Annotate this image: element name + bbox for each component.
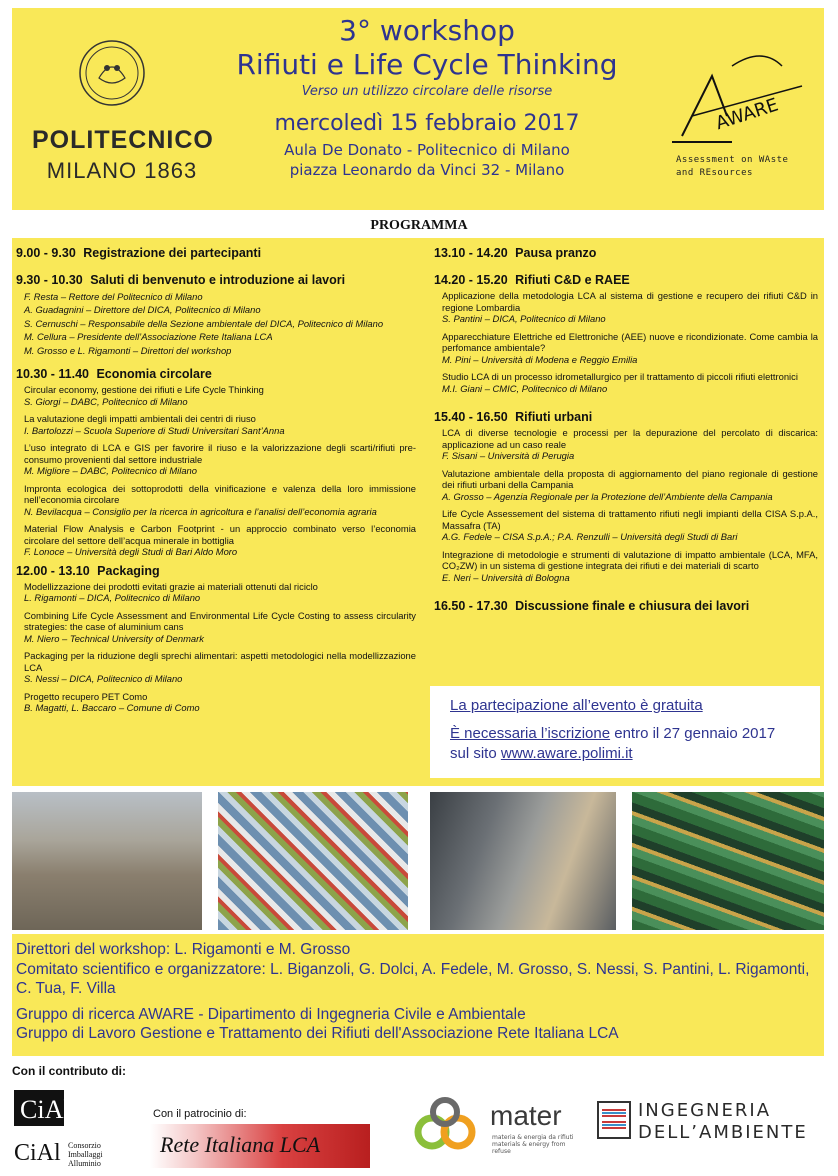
svg-text:CiAl: CiAl (20, 1095, 71, 1124)
title-line2: Rifiuti e Life Cycle Thinking (236, 48, 618, 81)
building-icon (596, 1100, 632, 1140)
talk-item (434, 468, 818, 503)
talk-title: L’uso integrato di LCA e GIS per favorire il riuso e la valorizzazione degli scarti/rifiuti pre-consumo provenienti dal settore industriale (24, 442, 416, 465)
session-title: Economia circolare (96, 367, 212, 382)
session-time: 12.00 - 13.10 (16, 563, 90, 578)
ingegneria-ambiente-logo (596, 1100, 826, 1150)
title-block (212, 8, 642, 180)
website-link[interactable]: www.aware.polimi.it (500, 745, 633, 762)
talk-title: La valutazione degli impatti ambientali dei centri di riuso (24, 413, 256, 425)
venue-line2: piazza Leonardo da Vinci 32 - Milano (289, 161, 565, 179)
session-time: 14.20 - 15.20 (434, 273, 508, 287)
talk-author: F. Lonoce – Università degli Studi di Bari Aldo Moro (24, 546, 238, 558)
talk-title: Modellizzazione dei prodotti evitati grazie ai materiali ottenuti dal riciclo (24, 580, 318, 592)
session-packaging (16, 564, 416, 578)
talk-item (16, 650, 416, 685)
mater-sub-line2: materials & energy from refuse (492, 1141, 566, 1155)
rete-italiana-lca-logo (150, 1124, 370, 1168)
registration-deadline: entro il 27 gennaio 2017 (610, 725, 776, 742)
talk-item (16, 691, 416, 714)
talk-title: Integrazione di metodologie e strumenti di valutazione di impatto ambientale (LCA, MFA, CO₂ZW) in un sistema di gestione integrata dei rifiuti e dei materiali di scarto (442, 548, 818, 571)
svg-text:Imballaggi: Imballaggi (68, 1150, 103, 1159)
session-time: 16.50 - 17.30 (434, 599, 508, 613)
talk-author: S. Nessi – DICA, Politecnico di Milano (24, 673, 183, 685)
talk-author: S. Pantini – DICA, Politecnico di Milano (442, 313, 606, 324)
speaker-line: S. Cernuschi – Responsabile della Sezione ambientale del DICA, Politecnico di Milano (24, 317, 384, 329)
registration-link[interactable]: È necessaria l’iscrizione (450, 725, 611, 742)
working-group: Gruppo di Lavoro Gestione e Trattamento dei Rifiuti dell'Associazione Rete Italiana LCA (16, 1025, 619, 1042)
subtitle: Verso un utilizzo circolare delle risorse (301, 84, 553, 99)
politecnico-sub: MILANO 1863 (46, 158, 198, 183)
event-date: mercoledì 15 febbraio 2017 (274, 111, 580, 136)
contribution-label: Con il contributo di: (12, 1064, 126, 1078)
aware-subtitle (676, 154, 788, 180)
talk-item (16, 523, 416, 558)
program-panel (12, 238, 824, 786)
session-economia-circolare (16, 367, 416, 381)
talk-item (16, 413, 416, 436)
aware-sub-line2: and REsources (676, 168, 753, 178)
svg-text:Consorzio: Consorzio (68, 1141, 101, 1150)
program-left-column (16, 246, 416, 720)
ingegneria-line2: DELL’AMBIENTE (638, 1122, 808, 1143)
session-title: Packaging (97, 563, 160, 578)
talk-item (16, 610, 416, 645)
talk-title: Material Flow Analysis e Carbon Footprint - un approccio combinato verso l’economia circolare del settore dell’acqua minerale in bottiglia (24, 523, 416, 546)
research-group: Gruppo di ricerca AWARE - Dipartimento di Ingegneria Civile e Ambientale (16, 1005, 526, 1023)
session-title: Rifiuti urbani (515, 410, 593, 424)
talk-author: L. Rigamonti – DICA, Politecnico di Milano (24, 592, 201, 604)
talk-item (16, 384, 416, 407)
politecnico-name: POLITECNICO (32, 126, 214, 154)
talk-author: B. Magatti, L. Baccaro – Comune di Como (24, 702, 200, 714)
session-rifiuti-urbani (434, 410, 818, 424)
session-time: 9.30 - 10.30 (16, 273, 83, 287)
photo-electronic-waste (632, 792, 824, 930)
talk-author: I. Bartolozzi – Scuola Superiore di Studi Universitari Sant’Anna (24, 424, 285, 436)
talk-item (434, 290, 818, 325)
talk-title: Impronta ecologica dei sottoprodotti della vinificazione e valenza della loro immissione nell’economia circolare (24, 482, 416, 506)
talk-author: S. Giorgi – DABC, Politecnico di Milano (24, 395, 188, 407)
mater-name: mater (490, 1100, 562, 1131)
talk-author: A. Grosso – Agenzia Regionale per la Protezione dell’Ambiente della Campania (442, 490, 773, 502)
talk-title: LCA di diverse tecnologie e processi per la depurazione del percolato di discarica: applicazione ad un caso reale (442, 427, 818, 450)
mater-rings-icon (414, 1094, 484, 1154)
session-time: 13.10 - 14.20 (434, 246, 508, 260)
speaker-line: A. Guadagnini – Direttore del DICA, Politecnico di Milano (24, 304, 261, 316)
talk-item (434, 549, 818, 584)
workshop-directors: Direttori del workshop: L. Rigamonti e M. Grosso (16, 941, 351, 958)
session-time: 9.00 - 9.30 (16, 246, 76, 260)
talk-title: Progetto recupero PET Como (24, 690, 148, 702)
cial-logo (12, 1082, 132, 1172)
programma-heading: PROGRAMMA (370, 218, 468, 233)
credits-panel (12, 934, 824, 1056)
talk-author: A.G. Fedele – CISA S.p.A.; P.A. Renzulli – Università degli Studi di Bari (442, 531, 738, 542)
politecnico-logo (32, 38, 212, 198)
session-cd-raee (434, 273, 818, 287)
talk-title: Apparecchiature Elettriche ed Elettroniche (AEE) nuove e ricondizionate. Come cambia la perfomance ambientale? (442, 330, 818, 353)
seal-icon (77, 38, 147, 108)
speaker-line: F. Resta – Rettore del Politecnico di Milano (24, 291, 203, 302)
svg-text:Alluminio: Alluminio (68, 1159, 101, 1168)
svg-text:CiAl: CiAl (14, 1140, 61, 1166)
aware-sub-line1: Assessment on WAste (676, 155, 789, 165)
speaker-line: M. Cellura – Presidente dell’Associazione Rete Italiana LCA (24, 331, 273, 343)
speaker-line: M. Grosso e L. Rigamonti – Direttori del workshop (24, 344, 232, 356)
talk-item (16, 442, 416, 477)
session-lunch (434, 246, 818, 260)
talk-item (434, 371, 818, 394)
talk-author: F. Sisani – Università di Perugia (442, 450, 575, 461)
program-right-column (434, 246, 818, 616)
aware-logo (672, 46, 812, 146)
title-line1: 3° workshop (339, 14, 515, 47)
session-title: Pausa pranzo (515, 246, 597, 260)
photo-strip (12, 792, 824, 932)
rete-name: Rete Italiana LCA (160, 1132, 321, 1157)
talk-author: M. Pini – Università di Modena e Reggio Emilia (442, 353, 638, 365)
talk-item (434, 427, 818, 462)
mater-subtitle (492, 1134, 584, 1155)
talk-item (434, 508, 818, 543)
talk-title: Valutazione ambientale della proposta di aggiornamento del piano regionale di gestione dei rifiuti urbani della Campania (442, 467, 818, 490)
session-closing (434, 599, 818, 613)
talk-item (16, 581, 416, 604)
scientific-committee: Comitato scientifico e organizzatore: L. Biganzoli, G. Dolci, A. Fedele, M. Grosso, S. Nessi, S. Pantini, L. Rigamonti, C. Tua, F. Villa (16, 960, 810, 997)
talk-title: Circular economy, gestione dei rifiuti e Life Cycle Thinking (24, 384, 264, 396)
sponsors-area (0, 1058, 838, 1176)
talk-title: Life Cycle Assessement del sistema di trattamento rifiuti negli impianti della CISA S.p.A., Massafra (TA) (442, 508, 818, 531)
mater-sub-line1: materia & energia da rifiuti (492, 1134, 574, 1141)
talk-title: Applicazione della metodologia LCA al sistema di gestione e recupero dei rifiuti C&D in regione Lombardia (442, 290, 818, 313)
talk-title: Studio LCA di un processo idrometallurgico per il trattamento di piccoli rifiuti elettronici (442, 371, 798, 382)
photo-plastic-bottles (218, 792, 408, 930)
talk-author: N. Bevilacqua – Consiglio per la ricerca in agricoltura e l’analisi dell’economia agraria (24, 505, 377, 517)
session-time: 10.30 - 11.40 (16, 367, 89, 382)
mater-logo (414, 1094, 584, 1154)
session-title: Discussione finale e chiusura dei lavori (515, 599, 750, 613)
talk-author: E. Neri – Università di Bologna (442, 571, 570, 583)
venue-line1: Aula De Donato - Politecnico di Milano (284, 141, 570, 159)
talk-author: M. Migliore – DABC, Politecnico di Milano (24, 465, 197, 477)
session-welcome (16, 273, 416, 287)
talk-author: M.I. Giani – CMIC, Politecnico di Milano (442, 382, 608, 394)
session-registration (16, 246, 416, 260)
svg-text:AWARE: AWARE (713, 94, 781, 135)
talk-title: Combining Life Cycle Assessment and Environmental Life Cycle Costing to assess circularity strategies: the case of aluminium cans (24, 609, 416, 633)
session-title: Rifiuti C&D e RAEE (515, 273, 630, 287)
patronage-label: Con il patrocinio di: (153, 1108, 247, 1120)
talk-author: M. Niero – Technical University of Denmark (24, 632, 204, 644)
talk-item (16, 483, 416, 518)
session-title: Saluti di benvenuto e introduzione ai lavori (90, 273, 346, 287)
ingegneria-line1: INGEGNERIA (638, 1100, 772, 1121)
session-time: 15.40 - 16.50 (434, 410, 508, 424)
talk-title: Packaging per la riduzione degli sprechi alimentari: aspetti metodologici nella modellizzazione LCA (24, 650, 416, 673)
free-participation-link[interactable]: La partecipazione all’evento è gratuita (450, 697, 703, 714)
registration-info-box (430, 686, 820, 778)
header-banner (12, 8, 824, 210)
photo-waste-conveyor (430, 792, 616, 930)
session-title: Registrazione dei partecipanti (83, 246, 262, 260)
photo-construction-rubble (12, 792, 202, 930)
talk-item (434, 331, 818, 366)
site-prefix: sul sito (450, 745, 501, 762)
